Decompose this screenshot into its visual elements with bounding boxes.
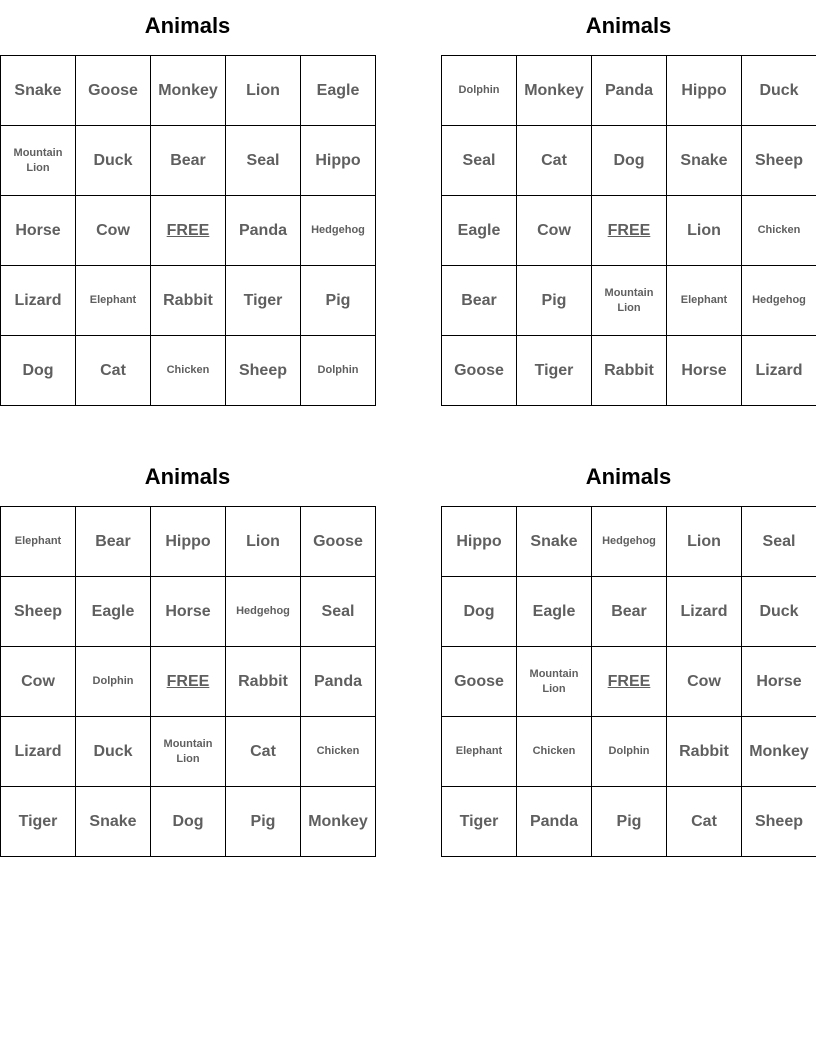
- bingo-grid: [0, 506, 376, 857]
- bingo-cell: Panda: [517, 787, 592, 857]
- bingo-cell: Horse: [151, 577, 226, 647]
- grid-row: [442, 56, 816, 126]
- grid-row: [442, 717, 816, 787]
- grid-row: [442, 126, 816, 196]
- bingo-cell: Mountain Lion: [151, 717, 226, 787]
- grid-row: [1, 787, 376, 857]
- grid-row: [442, 336, 816, 406]
- bingo-cell: Tiger: [1, 787, 76, 857]
- bingo-cell: Hippo: [301, 126, 376, 196]
- bingo-cell: Pig: [301, 266, 376, 336]
- bingo-cell: Cat: [226, 717, 301, 787]
- bingo-cell: Lizard: [667, 577, 742, 647]
- bingo-cell: Snake: [1, 56, 76, 126]
- bingo-cell: Eagle: [76, 577, 151, 647]
- bingo-cell: Tiger: [226, 266, 301, 336]
- bingo-cell: Cow: [517, 196, 592, 266]
- bingo-cell: Goose: [442, 647, 517, 717]
- bingo-grid: [441, 55, 816, 406]
- bingo-cell: Chicken: [742, 196, 816, 266]
- card-title: Animals: [144, 464, 231, 489]
- card-title: Animals: [585, 13, 672, 38]
- bingo-cell: Bear: [151, 126, 226, 196]
- bingo-cell: Snake: [667, 126, 742, 196]
- bingo-cell: Panda: [592, 56, 667, 126]
- bingo-cell: Eagle: [517, 577, 592, 647]
- grid-row: [442, 577, 816, 647]
- bingo-cell: Dolphin: [76, 647, 151, 717]
- free-cell: FREE: [151, 647, 226, 717]
- bingo-cell: Duck: [742, 577, 816, 647]
- bingo-cell: Lion: [226, 56, 301, 126]
- bingo-cell: Dog: [1, 336, 76, 406]
- grid-row: [1, 196, 376, 266]
- bingo-cell: Bear: [592, 577, 667, 647]
- bingo-cell: Seal: [742, 507, 816, 577]
- bingo-cell: Monkey: [517, 56, 592, 126]
- bingo-cell: Tiger: [442, 787, 517, 857]
- grid-row: [1, 266, 376, 336]
- grid-row: [442, 196, 816, 266]
- bingo-cell: Snake: [517, 507, 592, 577]
- bingo-cell: Rabbit: [226, 647, 301, 717]
- bingo-cell: Monkey: [742, 717, 816, 787]
- bingo-cell: Panda: [301, 647, 376, 717]
- bingo-cell: Hedgehog: [301, 196, 376, 266]
- bingo-cell: Sheep: [742, 787, 816, 857]
- bingo-cell: Tiger: [517, 336, 592, 406]
- bingo-cell: Pig: [226, 787, 301, 857]
- bingo-cell: Dog: [151, 787, 226, 857]
- bingo-cell: Hippo: [151, 507, 226, 577]
- bingo-cell: Sheep: [742, 126, 816, 196]
- grid-row: [442, 787, 816, 857]
- bingo-cell: Mountain Lion: [517, 647, 592, 717]
- bingo-cell: Seal: [442, 126, 517, 196]
- grid-row: [1, 126, 376, 196]
- bingo-cell: Pig: [592, 787, 667, 857]
- bingo-cell: Goose: [301, 507, 376, 577]
- card-title: Animals: [585, 464, 672, 489]
- bingo-cell: Bear: [442, 266, 517, 336]
- bingo-cell: Eagle: [301, 56, 376, 126]
- bingo-cell: Cow: [76, 196, 151, 266]
- bingo-cell: Cow: [1, 647, 76, 717]
- bingo-cell: Eagle: [442, 196, 517, 266]
- bingo-cell: Dog: [592, 126, 667, 196]
- bingo-cell: Horse: [742, 647, 816, 717]
- bingo-cell: Dolphin: [592, 717, 667, 787]
- bingo-cell: Mountain Lion: [592, 266, 667, 336]
- bingo-cell: Monkey: [301, 787, 376, 857]
- bingo-cell: Lion: [226, 507, 301, 577]
- bingo-cell: Cat: [517, 126, 592, 196]
- bingo-cell: Elephant: [442, 717, 517, 787]
- grid-row: [442, 266, 816, 336]
- bingo-cell: Seal: [301, 577, 376, 647]
- bingo-cell: Lizard: [1, 717, 76, 787]
- bingo-cell: Bear: [76, 507, 151, 577]
- bingo-cell: Elephant: [667, 266, 742, 336]
- bingo-cell: Rabbit: [151, 266, 226, 336]
- bingo-cell: Sheep: [226, 336, 301, 406]
- grid-row: [1, 56, 376, 126]
- bingo-grid: [0, 55, 376, 406]
- bingo-cell: Horse: [1, 196, 76, 266]
- free-cell: FREE: [592, 196, 667, 266]
- bingo-cell: Chicken: [301, 717, 376, 787]
- bingo-cell: Hedgehog: [226, 577, 301, 647]
- bingo-cell: Seal: [226, 126, 301, 196]
- grid-row: [442, 507, 816, 577]
- bingo-cell: Lion: [667, 196, 742, 266]
- bingo-cell: Dolphin: [301, 336, 376, 406]
- grid-row: [1, 717, 376, 787]
- bingo-cell: Cat: [76, 336, 151, 406]
- grid-row: [1, 336, 376, 406]
- bingo-cell: Cat: [667, 787, 742, 857]
- bingo-cell: Hedgehog: [742, 266, 816, 336]
- bingo-cell: Lion: [667, 507, 742, 577]
- bingo-cell: Hedgehog: [592, 507, 667, 577]
- bingo-cell: Goose: [442, 336, 517, 406]
- bingo-cell: Hippo: [667, 56, 742, 126]
- grid-row: [442, 647, 816, 717]
- free-cell: FREE: [151, 196, 226, 266]
- bingo-cell: Dolphin: [442, 56, 517, 126]
- bingo-cell: Snake: [76, 787, 151, 857]
- bingo-cell: Hippo: [442, 507, 517, 577]
- bingo-grid: [441, 506, 816, 857]
- bingo-cell: Rabbit: [667, 717, 742, 787]
- bingo-cell: Monkey: [151, 56, 226, 126]
- grid-row: [1, 577, 376, 647]
- bingo-cell: Duck: [742, 56, 816, 126]
- bingo-cell: Goose: [76, 56, 151, 126]
- bingo-cell: Lizard: [1, 266, 76, 336]
- grid-row: [1, 647, 376, 717]
- bingo-cell: Panda: [226, 196, 301, 266]
- free-cell: FREE: [592, 647, 667, 717]
- bingo-cell: Elephant: [1, 507, 76, 577]
- bingo-cell: Rabbit: [592, 336, 667, 406]
- bingo-cell: Duck: [76, 717, 151, 787]
- grid-row: [1, 507, 376, 577]
- bingo-cell: Chicken: [151, 336, 226, 406]
- bingo-cell: Horse: [667, 336, 742, 406]
- bingo-cell: Mountain Lion: [1, 126, 76, 196]
- bingo-cell: Duck: [76, 126, 151, 196]
- card-title: Animals: [144, 13, 231, 38]
- bingo-cell: Elephant: [76, 266, 151, 336]
- bingo-cell: Sheep: [1, 577, 76, 647]
- bingo-cell: Chicken: [517, 717, 592, 787]
- bingo-cell: Dog: [442, 577, 517, 647]
- bingo-cell: Pig: [517, 266, 592, 336]
- bingo-cell: Lizard: [742, 336, 816, 406]
- bingo-cell: Cow: [667, 647, 742, 717]
